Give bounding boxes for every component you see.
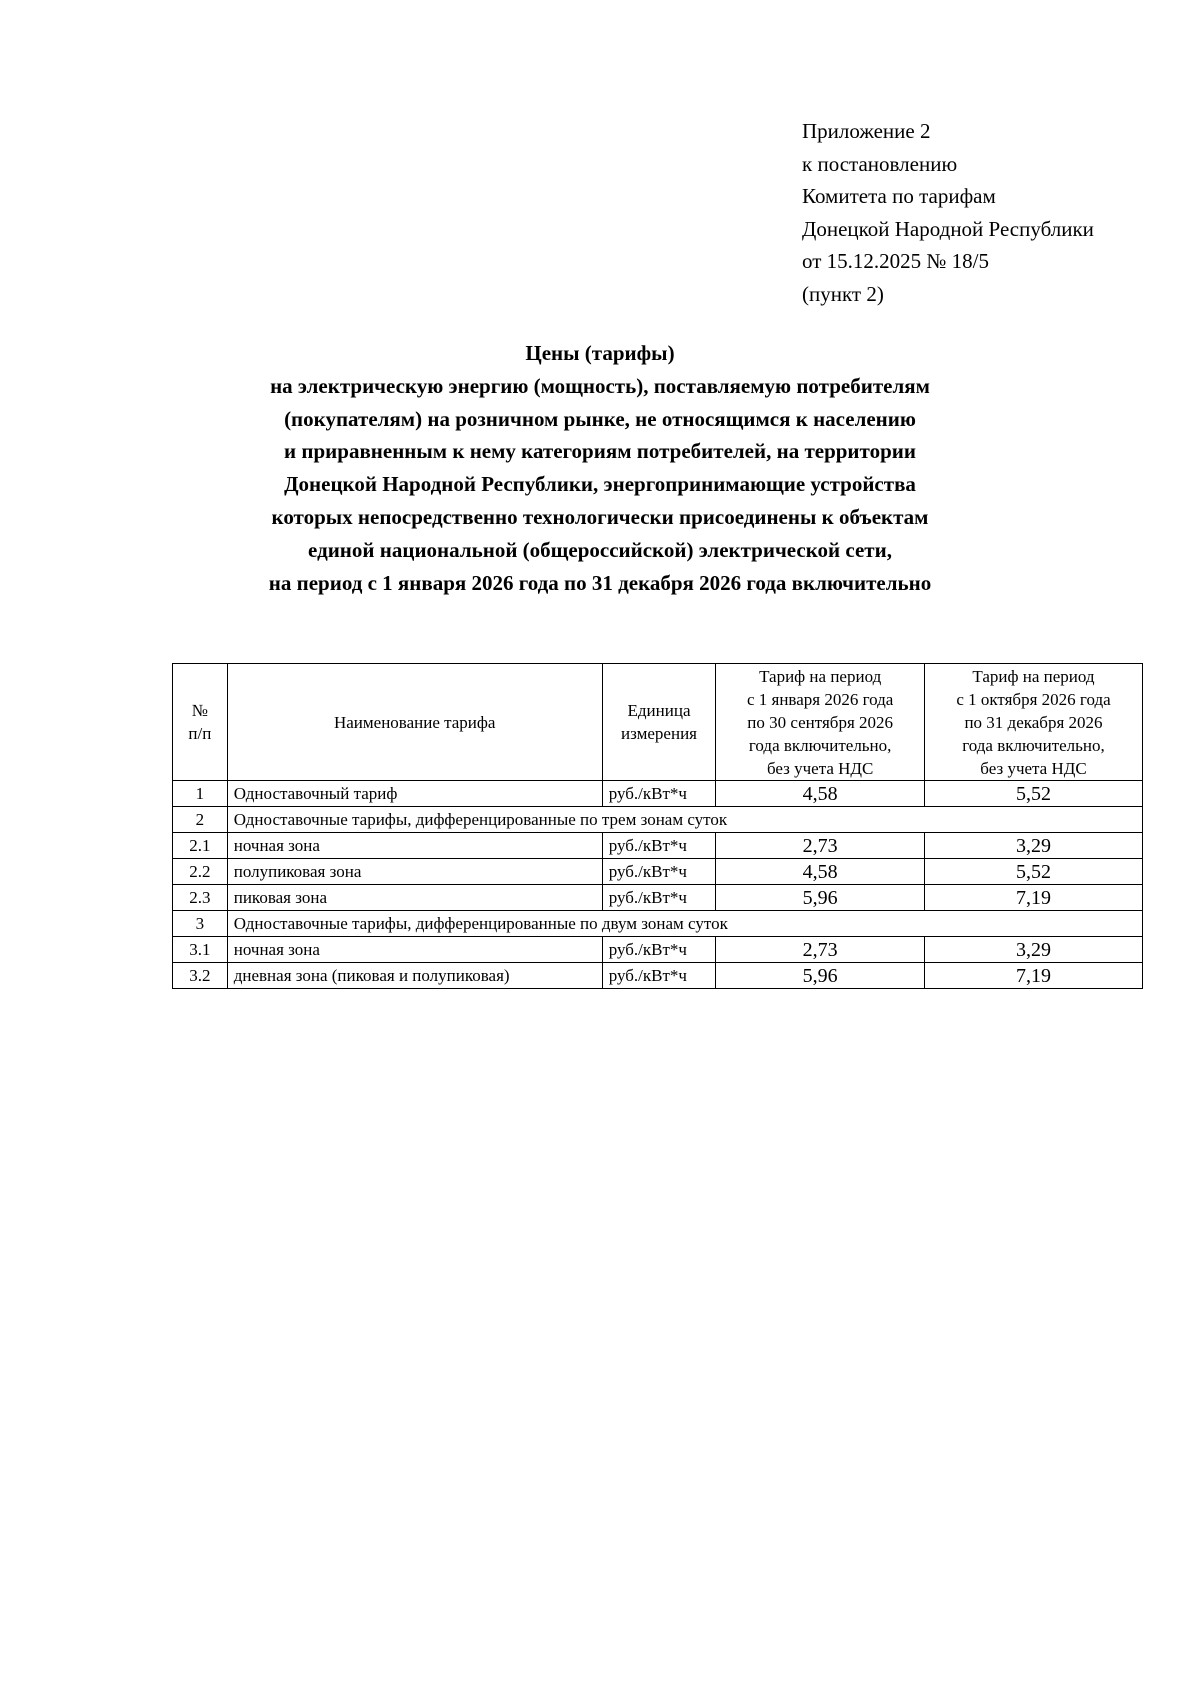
appendix-line: (пункт 2) xyxy=(802,281,884,306)
header-period1-line: с 1 января 2026 года xyxy=(746,689,894,709)
header-unit-line: Единица xyxy=(627,701,691,720)
row-value-period2: 7,19 xyxy=(924,885,1142,911)
row-name: Одноставочный тариф xyxy=(227,781,602,807)
appendix-line: к постановлению xyxy=(802,151,958,176)
row-unit: руб./кВт*ч xyxy=(602,963,716,989)
row-unit: руб./кВт*ч xyxy=(602,781,716,807)
row-value-period2: 3,29 xyxy=(924,937,1142,963)
header-unit xyxy=(602,664,716,781)
title-line: на электрическую энергию (мощность), поставляемую потребителям xyxy=(270,373,930,398)
header-num xyxy=(173,664,228,781)
row-num: 3.2 xyxy=(173,963,228,989)
header-period2-line: Тариф на период xyxy=(972,666,1095,686)
row-num: 1 xyxy=(173,781,228,807)
header-period2-line: с 1 октября 2026 года xyxy=(956,689,1111,709)
table-row xyxy=(173,963,1143,989)
appendix-block xyxy=(802,115,1094,310)
header-name xyxy=(227,664,602,781)
row-num: 2.1 xyxy=(173,833,228,859)
appendix-line: от 15.12.2025 № 18/5 xyxy=(802,249,990,273)
header-period1-line: Тариф на период xyxy=(759,666,882,686)
header-period2-line: без учета НДС xyxy=(980,758,1087,778)
table-row xyxy=(173,833,1143,859)
row-unit: руб./кВт*ч xyxy=(602,859,716,885)
title-line: единой национальной (общероссийской) электрической сети, xyxy=(308,537,892,562)
header-period1 xyxy=(716,664,925,781)
row-name: ночная зона xyxy=(227,833,602,859)
section-title: Одноставочные тарифы, дифференцированные по трем зонам суток xyxy=(227,807,1142,833)
row-value-period1: 5,96 xyxy=(716,963,925,989)
tariff-table xyxy=(172,663,1143,989)
row-name: полупиковая зона xyxy=(227,859,602,885)
table-row xyxy=(173,781,1143,807)
header-name-line: Наименование тарифа xyxy=(333,712,496,732)
row-name: пиковая зона xyxy=(227,885,602,911)
appendix-line: Комитета по тарифам xyxy=(802,184,996,208)
header-unit-line: измерения xyxy=(621,724,697,743)
header-period1-line: года включительно, xyxy=(748,735,892,755)
row-value-period1: 4,58 xyxy=(716,859,925,885)
row-value-period2: 5,52 xyxy=(924,781,1142,807)
table-row xyxy=(173,937,1143,963)
title-line: на период с 1 января 2026 года по 31 декабря 2026 года включительно xyxy=(268,570,932,595)
table-row xyxy=(173,859,1143,885)
appendix-line: Приложение 2 xyxy=(802,119,931,143)
header-num-line: п/п xyxy=(188,724,212,743)
title-line: Цены (тарифы) xyxy=(525,341,675,365)
row-value-period1: 2,73 xyxy=(716,833,925,859)
row-unit: руб./кВт*ч xyxy=(602,937,716,963)
row-name: дневная зона (пиковая и полупиковая) xyxy=(227,963,602,989)
row-value-period2: 7,19 xyxy=(924,963,1142,989)
header-period1-line: без учета НДС xyxy=(766,758,874,778)
section-title: Одноставочные тарифы, дифференцированные по двум зонам суток xyxy=(227,911,1142,937)
row-value-period1: 2,73 xyxy=(716,937,925,963)
header-period1-line: по 30 сентября 2026 xyxy=(747,712,894,732)
row-num: 2 xyxy=(173,807,228,833)
title-line: (покупателям) на розничном рынке, не относящимся к населению xyxy=(284,406,916,431)
row-num: 3 xyxy=(173,911,228,937)
row-unit: руб./кВт*ч xyxy=(602,885,716,911)
appendix-line: Донецкой Народной Республики xyxy=(802,216,1094,241)
row-name: ночная зона xyxy=(227,937,602,963)
title-line: и приравненным к нему категориям потребителей, на территории xyxy=(284,439,916,464)
table-section-row xyxy=(173,911,1143,937)
row-num: 3.1 xyxy=(173,937,228,963)
row-num: 2.3 xyxy=(173,885,228,911)
title-line: которых непосредственно технологически присоединены к объектам xyxy=(271,504,929,529)
title-line: Донецкой Народной Республики, энергопринимающие устройства xyxy=(284,472,916,497)
header-period2-line: по 31 декабря 2026 xyxy=(964,712,1103,732)
row-num: 2.2 xyxy=(173,859,228,885)
table-section-row xyxy=(173,807,1143,833)
header-period2 xyxy=(924,664,1142,781)
row-value-period2: 3,29 xyxy=(924,833,1142,859)
header-period2-line: года включительно, xyxy=(962,735,1105,755)
document-title xyxy=(170,337,1030,599)
row-value-period1: 4,58 xyxy=(716,781,925,807)
row-value-period2: 5,52 xyxy=(924,859,1142,885)
header-num-line: № xyxy=(191,701,208,720)
row-value-period1: 5,96 xyxy=(716,885,925,911)
table-row xyxy=(173,885,1143,911)
row-unit: руб./кВт*ч xyxy=(602,833,716,859)
table-header-row xyxy=(173,664,1143,781)
